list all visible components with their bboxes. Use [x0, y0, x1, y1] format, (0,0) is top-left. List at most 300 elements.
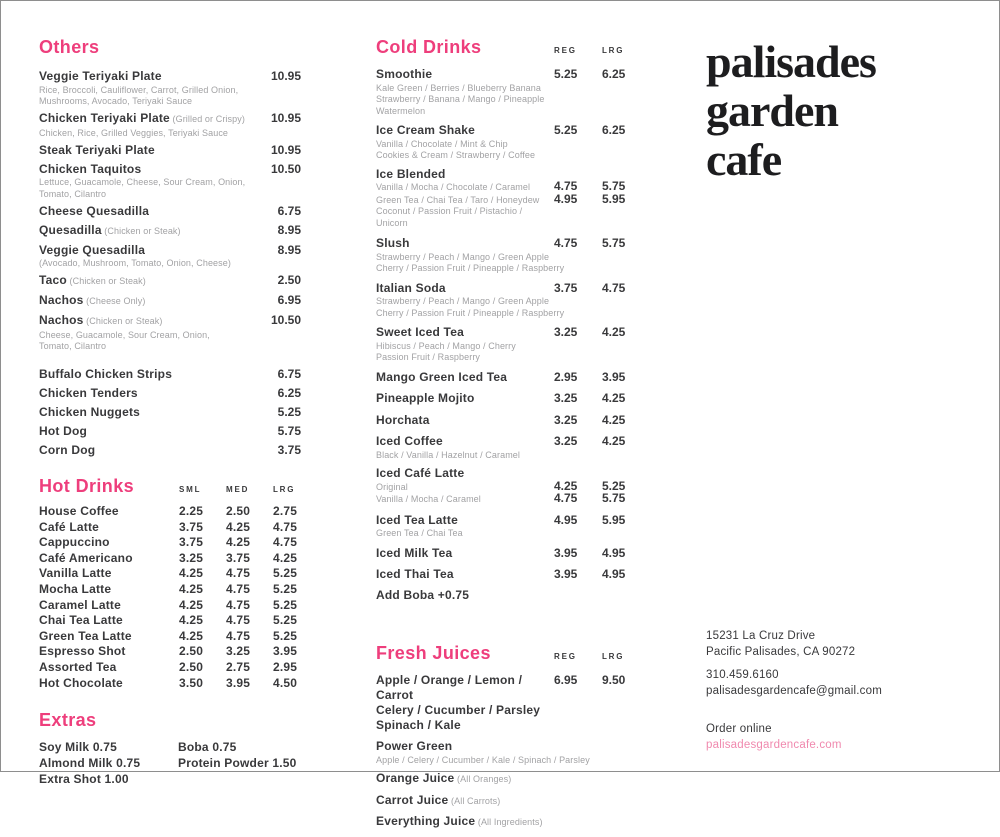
menu-item-price: 3.95 — [273, 644, 298, 659]
menu-item-price: 3.95 — [602, 369, 626, 384]
menu-item — [376, 546, 646, 561]
menu-item-desc: Passion Fruit / Raspberry — [376, 352, 481, 362]
menu-item-desc: Vanilla / Mocha / Caramel — [376, 494, 481, 504]
menu-item-price: 3.25 — [226, 644, 251, 659]
menu-item-row — [39, 273, 301, 288]
menu-item-price: 4.25 — [179, 581, 204, 596]
menu-item-name: Ice Cream Shake — [376, 123, 476, 137]
menu-item — [39, 243, 301, 269]
menu-item-row — [376, 236, 646, 251]
menu-item-desc: Cheese, Guacamole, Sour Cream, Onion, — [39, 329, 210, 340]
menu-item-variant-row — [376, 493, 646, 506]
menu-item-name: Caramel Latte — [39, 597, 121, 612]
menu-item — [39, 204, 301, 218]
phone-email — [706, 667, 882, 699]
menu-item-row — [39, 520, 301, 536]
address — [706, 628, 882, 660]
menu-item-name: Espresso Shot — [39, 644, 126, 659]
menu-item-price: 8.95 — [277, 222, 301, 237]
group-divider — [39, 356, 301, 367]
menu-item-price: 3.75 — [179, 535, 204, 550]
left-column — [39, 37, 301, 787]
cold-drinks-list — [376, 67, 646, 602]
menu-item-name: Iced Thai Tea — [376, 567, 454, 581]
section-hot-drinks — [39, 476, 301, 691]
menu-item-price: 6.95 — [277, 293, 301, 307]
menu-item-desc: Apple / Celery / Cucumber / Kale / Spinach / Parsley — [376, 754, 590, 765]
menu-item-price: 4.75 — [273, 519, 298, 534]
menu-item — [376, 413, 646, 428]
size-header-reg: REG — [554, 46, 577, 55]
menu-item-price: 6.95 — [554, 673, 578, 687]
menu-item-desc: Watermelon — [376, 105, 426, 116]
menu-item-price: 4.25 — [602, 434, 626, 448]
menu-item-row — [39, 111, 301, 126]
menu-item-price: 3.25 — [554, 434, 578, 448]
menu-item-name: Chicken Teriyaki Plate (Grilled or Crispy) — [39, 111, 245, 125]
others-items-list — [39, 69, 301, 457]
menu-item-row — [376, 567, 646, 582]
menu-item-desc: Cherry / Passion Fruit / Pineapple / Raspberry — [376, 307, 565, 318]
menu-item-name: Café Latte — [39, 519, 100, 534]
menu-item-name — [376, 673, 554, 733]
menu-item-row — [39, 69, 301, 83]
extras-column-2 — [178, 739, 301, 787]
menu-item-desc: Tomato, Cilantro — [39, 341, 107, 351]
menu-item-name: Sweet Iced Tea — [376, 325, 464, 339]
menu-item-name: Mocha Latte — [39, 581, 112, 596]
menu-item-price: 4.25 — [602, 412, 626, 427]
menu-item-desc: Coconut / Passion Fruit / Pistachio / Unicorn — [376, 206, 523, 228]
menu-item-name: Carrot Juice (All Carrots) — [376, 792, 501, 807]
menu-item-name: Veggie Teriyaki Plate — [39, 69, 162, 83]
menu-item — [376, 391, 646, 406]
menu-item — [376, 168, 646, 230]
menu-item-row — [376, 513, 646, 528]
menu-item-price: 4.25 — [602, 325, 626, 339]
menu-item — [39, 162, 301, 199]
menu-item — [376, 567, 646, 582]
menu-item-price: 10.50 — [270, 313, 301, 327]
menu-item-price: 3.50 — [179, 675, 204, 690]
menu-item-price: 2.95 — [273, 659, 298, 674]
size-header-lrg: LRG — [273, 485, 296, 494]
menu-item-name: Orange Juice (All Oranges) — [376, 771, 512, 785]
menu-item — [376, 370, 646, 385]
menu-item — [376, 740, 646, 765]
section-others — [39, 37, 301, 457]
menu-item-row — [376, 673, 646, 733]
menu-item-desc: Chicken, Rice, Grilled Veggies, Teriyaki Sauce — [39, 127, 229, 138]
menu-item-name: Nachos (Chicken or Steak) — [39, 313, 163, 327]
menu-item-name: Chicken Nuggets — [39, 405, 141, 419]
menu-item-row — [39, 551, 301, 567]
menu-item-price: 4.50 — [273, 675, 298, 690]
menu-item-price: 8.95 — [277, 242, 301, 257]
menu-item — [376, 589, 646, 603]
menu-item-price: 2.75 — [226, 659, 251, 674]
section-extras — [39, 710, 301, 787]
menu-item-price: 4.75 — [554, 179, 578, 193]
menu-item-price: 5.25 — [273, 628, 298, 643]
menu-item-name: Iced Coffee — [376, 434, 443, 448]
section-fresh-juices — [376, 643, 646, 830]
menu-item-price: 4.25 — [179, 628, 204, 643]
menu-item-price: 3.75 — [179, 519, 204, 534]
extras-item: Almond Milk 0.75 — [39, 756, 141, 771]
menu-item-row — [39, 386, 301, 400]
menu-item-price: 5.25 — [554, 67, 578, 81]
menu-item-row — [376, 794, 646, 809]
menu-item-price: 3.25 — [554, 412, 578, 427]
menu-item-row — [39, 204, 301, 218]
brand-line-1: palisades — [706, 36, 876, 87]
menu-item-price: 4.75 — [226, 581, 251, 596]
menu-item-desc: (Avocado, Mushroom, Tomato, Onion, Cheese) — [39, 258, 231, 268]
cold-drinks-header-row — [376, 37, 646, 58]
menu-item — [39, 293, 301, 308]
menu-item-desc: Hibiscus / Peach / Mango / Cherry — [376, 340, 516, 351]
menu-item-name: Veggie Quesadilla — [39, 242, 146, 257]
menu-item-price: 3.95 — [226, 675, 251, 690]
extras-item: Soy Milk 0.75 — [39, 740, 117, 755]
menu-item-price: 2.95 — [554, 369, 578, 384]
menu-item-row — [376, 123, 646, 138]
menu-item-desc: Original — [376, 481, 408, 492]
menu-item-price: 4.75 — [554, 236, 578, 250]
menu-item-name: Hot Chocolate — [39, 675, 123, 690]
menu-item-note: (Chicken or Steak) — [83, 316, 163, 326]
menu-item-row — [39, 613, 301, 629]
menu-item — [39, 405, 301, 419]
menu-item-note: (Chicken or Steak) — [101, 225, 181, 236]
menu-item-name: Hot Dog — [39, 424, 88, 438]
menu-item — [376, 325, 646, 363]
menu-item-row — [39, 566, 301, 582]
menu-item-price: 4.75 — [554, 491, 578, 505]
menu-item-row — [39, 162, 301, 176]
menu-item — [376, 281, 646, 319]
menu-item-name-line: Spinach / Kale — [376, 718, 461, 732]
menu-item-price: 2.50 — [277, 273, 301, 287]
menu-item-name: Power Green — [376, 739, 453, 753]
menu-item — [376, 123, 646, 161]
cafe-logo-title — [706, 37, 976, 184]
menu-item-row — [376, 391, 646, 406]
menu-item-price: 5.25 — [602, 478, 626, 493]
menu-item-price: 4.25 — [179, 566, 204, 581]
menu-item-price: 5.75 — [277, 424, 301, 438]
menu-item-row — [39, 405, 301, 419]
menu-item — [39, 223, 301, 238]
menu-item-name: Chai Tea Latte — [39, 613, 123, 628]
menu-item-desc: Tomato, Cilantro — [39, 188, 107, 199]
menu-item-price: 4.95 — [554, 191, 578, 206]
menu-item-price: 5.25 — [273, 597, 298, 612]
menu-item-price: 4.75 — [226, 597, 251, 612]
menu-item-desc: Green Tea / Chai Tea — [376, 528, 463, 538]
menu-item-desc: Strawberry / Peach / Mango / Green Apple — [376, 251, 550, 262]
menu-item-name: Ice Blended — [376, 166, 446, 181]
fresh-juices-header-row — [376, 643, 646, 664]
menu-item-row — [376, 740, 646, 754]
menu-item-price: 3.75 — [226, 550, 251, 565]
menu-item-name: Café Americano — [39, 550, 133, 565]
menu-item-desc: Lettuce, Guacamole, Cheese, Sour Cream, Onion, — [39, 177, 246, 187]
menu-item — [39, 313, 301, 351]
size-header-sml: SML — [179, 485, 202, 494]
menu-item-price: 10.95 — [270, 111, 301, 125]
menu-item-note: (Grilled or Crispy) — [169, 114, 245, 124]
menu-item-name: Slush — [376, 236, 410, 250]
menu-item-name: Everything Juice (All Ingredients) — [376, 814, 543, 828]
menu-item-row — [376, 67, 646, 82]
menu-item-row — [376, 370, 646, 385]
address-line-2: Pacific Palisades, CA 90272 — [706, 646, 856, 658]
middle-column — [376, 37, 646, 837]
extras-column-1 — [39, 739, 178, 787]
menu-item-name: Nachos (Cheese Only) — [39, 293, 146, 307]
extras-columns — [39, 739, 301, 787]
fresh-juices-list — [376, 673, 646, 830]
menu-item — [376, 815, 646, 830]
menu-item-price: 4.25 — [179, 597, 204, 612]
menu-item-row — [39, 535, 301, 551]
extras-item: Protein Powder 1.50 — [178, 756, 297, 771]
menu-item-price: 9.50 — [602, 673, 626, 687]
menu-item-desc: Strawberry / Peach / Mango / Green Apple — [376, 296, 550, 306]
menu-item — [39, 386, 301, 400]
menu-item-row — [39, 367, 301, 381]
hot-drinks-list — [39, 504, 301, 691]
menu-item-price: 3.25 — [554, 325, 578, 339]
menu-item-name: Taco (Chicken or Steak) — [39, 273, 146, 287]
menu-item-row — [39, 629, 301, 645]
menu-item-row — [39, 660, 301, 676]
menu-item-name: Iced Milk Tea — [376, 545, 453, 560]
menu-item-price: 6.75 — [277, 367, 301, 381]
menu-item-price: 5.25 — [277, 405, 301, 419]
menu-item-name: Iced Tea Latte — [376, 512, 458, 527]
menu-item-name: Cappuccino — [39, 535, 110, 550]
menu-item-price: 4.25 — [554, 478, 578, 493]
extras-item: Boba 0.75 — [178, 740, 237, 755]
menu-item-price: 2.50 — [179, 659, 204, 674]
menu-item-name: Buffalo Chicken Strips — [39, 367, 173, 381]
menu-item-price: 4.25 — [179, 613, 204, 628]
size-header-reg: REG — [554, 652, 577, 661]
menu-item-desc: Strawberry / Banana / Mango / Pineapple — [376, 94, 545, 104]
menu-item-price: 3.75 — [554, 280, 578, 295]
menu-item-row — [39, 644, 301, 660]
menu-item — [376, 772, 646, 787]
menu-item-row — [376, 325, 646, 340]
menu-item-variant-row — [376, 206, 646, 229]
menu-item-desc: Vanilla / Chocolate / Mint & Chip — [376, 138, 508, 149]
size-header-lrg: LRG — [602, 46, 625, 55]
menu-item-price: 4.95 — [602, 567, 626, 581]
brand-line-3: cafe — [706, 134, 782, 185]
brand-line-2: garden — [706, 85, 838, 136]
website-link[interactable]: palisadesgardencafe.com — [706, 739, 842, 751]
menu-item-note: (Cheese Only) — [83, 296, 146, 306]
menu-item-price: 4.75 — [226, 628, 251, 643]
menu-item-row — [39, 293, 301, 308]
menu-item-name: Horchata — [376, 412, 430, 427]
menu-item-price: 4.75 — [226, 613, 251, 628]
menu-item-price: 2.50 — [179, 644, 204, 659]
menu-item-name: Smoothie — [376, 67, 433, 81]
menu-item-row — [376, 434, 646, 449]
menu-item — [376, 794, 646, 809]
menu-item-name: Green Tea Latte — [39, 628, 132, 643]
menu-item-name: Corn Dog — [39, 443, 96, 457]
menu-item-price: 5.75 — [602, 236, 626, 250]
menu-item-row — [376, 772, 646, 787]
menu-item — [376, 434, 646, 460]
menu-item-row — [376, 413, 646, 428]
menu-item-price: 4.25 — [226, 519, 251, 534]
menu-item-desc: Cherry / Passion Fruit / Pineapple / Raspberry — [376, 263, 565, 273]
email-address: palisadesgardencafe@gmail.com — [706, 685, 883, 697]
menu-item-price: 3.75 — [277, 443, 301, 457]
address-line-1: 15231 La Cruz Drive — [706, 630, 816, 642]
menu-item-name-line: Apple / Orange / Lemon / Carrot — [376, 673, 523, 702]
menu-item-price: 5.95 — [602, 512, 626, 527]
section-extras-heading: Extras — [39, 710, 97, 731]
menu-item-price: 5.25 — [273, 613, 298, 628]
size-header-lrg: LRG — [602, 652, 625, 661]
section-hot-drinks-heading: Hot Drinks — [39, 476, 135, 496]
menu-item-row — [39, 424, 301, 438]
menu-item-row — [39, 243, 301, 257]
menu-item-price: 10.50 — [270, 161, 301, 176]
menu-item-name: Chicken Taquitos — [39, 161, 142, 176]
menu-item — [39, 273, 301, 288]
menu-item-name: Add Boba +0.75 — [376, 587, 470, 602]
menu-item-name: Steak Teriyaki Plate — [39, 142, 155, 157]
right-column — [706, 37, 976, 767]
menu-item — [376, 236, 646, 274]
menu-item-price: 3.95 — [554, 545, 578, 560]
menu-item-row — [39, 143, 301, 157]
menu-item-desc: Kale Green / Berries / Blueberry Banana — [376, 82, 541, 93]
order-online-label: Order online — [706, 723, 772, 735]
menu-item-row — [39, 223, 301, 238]
menu-item-variant-row — [376, 191, 646, 207]
menu-item — [376, 513, 646, 539]
extras-item: Extra Shot 1.00 — [39, 772, 129, 787]
menu-item-name-line: Celery / Cucumber / Parsley — [376, 703, 541, 717]
menu-item-price: 4.75 — [273, 535, 298, 550]
menu-item-price: 6.25 — [277, 386, 301, 400]
menu-item-price: 2.50 — [226, 504, 251, 518]
menu-item-name: Italian Soda — [376, 280, 446, 295]
menu-item-note: (All Carrots) — [448, 795, 501, 806]
menu-item-name: Cheese Quesadilla — [39, 203, 150, 218]
menu-item-row — [376, 281, 646, 296]
contact-block — [706, 628, 882, 760]
menu-item-desc: Cookies & Cream / Strawberry / Coffee — [376, 150, 536, 160]
menu-item-price: 4.75 — [226, 566, 251, 581]
menu-item-name: Quesadilla (Chicken or Steak) — [39, 222, 181, 237]
menu-item — [39, 367, 301, 381]
menu-item-price: 3.25 — [554, 391, 578, 405]
menu-item-row — [39, 676, 301, 692]
menu-item-note: (All Oranges) — [454, 774, 512, 784]
menu-item-row — [39, 443, 301, 457]
menu-item-price: 5.25 — [273, 566, 298, 581]
menu-item-name: Iced Café Latte — [376, 466, 465, 480]
phone-number: 310.459.6160 — [706, 669, 779, 681]
menu-item-price: 5.75 — [602, 179, 626, 193]
menu-item-desc: Mushrooms, Avocado, Teriyaki Sauce — [39, 96, 193, 106]
menu-item-price: 6.75 — [277, 203, 301, 218]
order-online-block — [706, 721, 882, 753]
menu-item-name: Pineapple Mojito — [376, 391, 475, 405]
menu-item-price: 3.25 — [179, 550, 204, 565]
menu-item-price: 5.95 — [602, 191, 626, 206]
menu-item-price: 5.25 — [273, 581, 298, 596]
menu-item-name: Mango Green Iced Tea — [376, 369, 508, 384]
menu-item — [39, 143, 301, 157]
menu-item — [39, 424, 301, 438]
menu-item-price: 5.25 — [554, 123, 578, 137]
menu-item-name: Chicken Tenders — [39, 386, 138, 400]
menu-item-price: 4.95 — [554, 512, 578, 527]
section-cold-drinks — [376, 37, 646, 602]
menu-item-price: 6.25 — [602, 67, 626, 81]
menu-item-price: 10.95 — [270, 142, 301, 157]
menu-item-price: 2.25 — [179, 504, 204, 518]
menu-item-price: 4.25 — [273, 550, 298, 565]
menu-item-name: House Coffee — [39, 504, 119, 518]
menu-item-name: Vanilla Latte — [39, 566, 112, 581]
menu-item-price: 3.95 — [554, 567, 578, 581]
menu-item-price: 2.75 — [273, 504, 298, 518]
menu-item — [376, 673, 646, 733]
menu-item-name: Assorted Tea — [39, 659, 117, 674]
section-cold-drinks-heading: Cold Drinks — [376, 37, 482, 57]
menu-item-price: 4.75 — [602, 280, 626, 295]
menu-item-row — [39, 598, 301, 614]
menu-item-price: 4.25 — [226, 535, 251, 550]
size-header-med: MED — [226, 485, 250, 494]
menu-item-desc: Black / Vanilla / Hazelnut / Caramel — [376, 449, 520, 460]
menu-item — [39, 111, 301, 138]
section-others-heading: Others — [39, 37, 100, 57]
menu-item-note: (Chicken or Steak) — [66, 276, 146, 286]
menu-item-row — [39, 313, 301, 328]
section-fresh-juices-heading: Fresh Juices — [376, 643, 491, 663]
menu-item — [376, 67, 646, 116]
menu-item-price: 5.75 — [602, 491, 626, 505]
menu-item-row — [376, 546, 646, 561]
menu-item-desc: Green Tea / Chai Tea / Taro / Honeydew — [376, 194, 540, 205]
menu-item-price: 4.25 — [602, 391, 626, 405]
menu-item-row — [39, 582, 301, 598]
menu-item-price: 4.95 — [602, 545, 626, 560]
menu-item-row — [376, 815, 646, 830]
menu-item-desc: Rice, Broccoli, Cauliflower, Carrot, Grilled Onion, — [39, 84, 239, 95]
menu-item — [39, 69, 301, 106]
menu-item-row — [39, 504, 301, 520]
menu-item-desc: Vanilla / Mocha / Chocolate / Caramel — [376, 182, 531, 192]
hot-drinks-header-row — [39, 476, 301, 497]
menu-item — [376, 467, 646, 506]
menu-item-price: 10.95 — [270, 69, 301, 83]
menu-item — [39, 443, 301, 457]
